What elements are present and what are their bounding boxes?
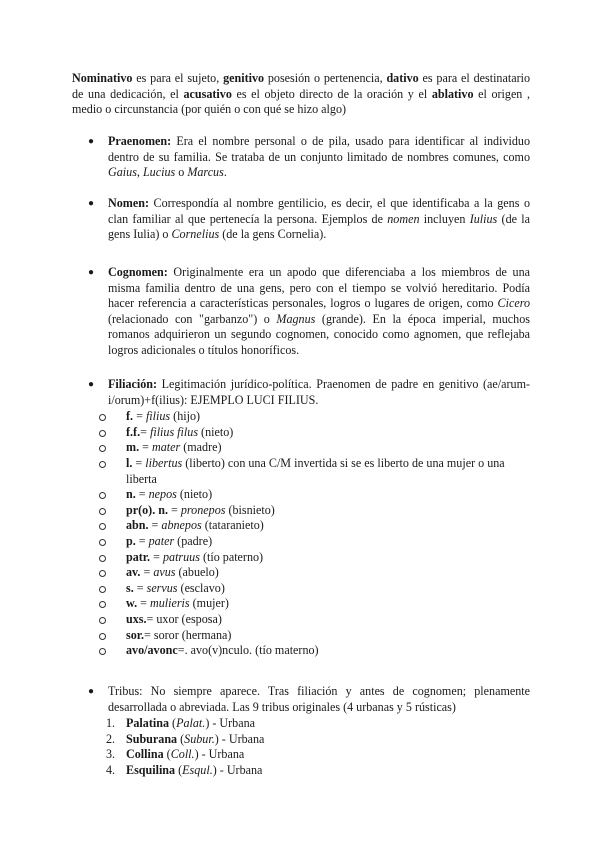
bullet: ●	[88, 686, 95, 697]
nomen-segment: Cornelius	[171, 227, 220, 242]
bullet: ●	[88, 267, 95, 278]
list-number: 3.	[106, 747, 116, 762]
cognomen-segment: (relacionado con "garbanzo") o	[108, 311, 277, 326]
abbreviation-segment: s.	[126, 580, 134, 595]
intro-segment: es para el sujeto,	[132, 71, 224, 85]
abbreviation-segment: avus	[153, 565, 176, 580]
abbreviation-segment: (tío paterno)	[199, 549, 264, 564]
abbreviation-segment: abn.	[126, 518, 149, 533]
abbreviation-segment: (padre)	[174, 533, 213, 548]
intro-segment: es para el destinatario de una dedicación, el	[72, 71, 531, 101]
circle-bullet-icon	[99, 508, 106, 515]
abbreviation-segment: =	[140, 565, 154, 580]
tribus-list	[88, 716, 530, 778]
praenomen-segment: Gaius	[108, 165, 137, 180]
abbreviation-segment: (nieto)	[176, 487, 213, 502]
list-number: 2.	[106, 731, 116, 746]
tribe-segment: (	[177, 731, 185, 746]
list-item	[88, 628, 530, 644]
list-item	[88, 565, 530, 581]
list-item	[88, 763, 530, 779]
intro-segment: dativo	[386, 71, 419, 85]
abbreviation-segment: =	[137, 596, 150, 611]
nomen-segment: nomen	[387, 211, 420, 226]
list-item	[88, 581, 530, 597]
bullet: ●	[88, 136, 95, 147]
abbreviation-segment: w.	[126, 596, 138, 611]
abbreviation-segment: =	[133, 580, 147, 595]
abbreviation-segment: =	[139, 440, 152, 455]
circle-bullet-icon	[99, 586, 106, 593]
abbreviation-segment: mater	[151, 440, 181, 455]
intro-segment: posesión o pertenencia,	[264, 71, 387, 85]
list-number: 4.	[106, 762, 116, 777]
circle-bullet-icon	[99, 555, 106, 562]
abbreviation-segment: n.	[126, 487, 136, 502]
tribe-segment: Esquilina	[126, 762, 176, 777]
intro-segment: Nominativo	[72, 71, 133, 85]
abbreviation-segment: =	[132, 455, 146, 470]
list-item	[88, 518, 530, 534]
tribe-segment: ) - Urbana	[194, 747, 245, 762]
praenomen-segment: Marcus	[187, 165, 224, 180]
tribe-segment: Coll.	[170, 747, 195, 762]
bullet: ●	[88, 198, 95, 209]
abbreviation-segment: patr.	[126, 549, 151, 564]
list-item-cognomen	[88, 265, 530, 359]
tribe-segment: ) - Urbana	[212, 762, 263, 777]
list-number: 1.	[106, 716, 116, 731]
abbreviation-segment: uxs.	[126, 611, 147, 626]
intro-segment: ablativo	[431, 86, 474, 101]
tribe-segment: ) - Urbana	[205, 716, 256, 731]
circle-bullet-icon	[99, 648, 106, 655]
abbreviation-segment: =. avo(v)nculo. (tío materno)	[177, 643, 319, 658]
praenomen-segment: o	[175, 165, 188, 180]
abbreviation-segment: =	[135, 487, 149, 502]
circle-bullet-icon	[99, 445, 106, 452]
tribe-segment: (	[175, 762, 183, 777]
abbreviation-segment: f.f.	[126, 424, 141, 439]
abbreviation-segment: l.	[126, 455, 133, 470]
tribe-segment: Esqul.	[182, 762, 213, 777]
abbreviation-segment: sor.	[126, 627, 145, 642]
list-item-tribus	[88, 684, 530, 779]
abbreviation-segment: filius filus	[149, 424, 199, 439]
tribe-segment: (	[163, 747, 171, 762]
abbreviation-segment: (bisnieto)	[225, 502, 275, 517]
abbreviation-segment: = uxor (esposa)	[146, 611, 222, 626]
abbreviation-segment: (madre)	[180, 440, 222, 455]
list-item	[88, 596, 530, 612]
abbreviation-segment: patruus	[162, 549, 200, 564]
list-item	[88, 456, 530, 487]
cognomen-text	[108, 265, 530, 359]
circle-bullet-icon	[99, 570, 106, 577]
abbreviation-segment: mulieris	[149, 596, 190, 611]
tribe-segment: (	[169, 716, 177, 731]
list-item	[88, 487, 530, 503]
abbreviation-segment: (nieto)	[198, 424, 234, 439]
abbreviation-segment: pr(o). n.	[126, 502, 168, 517]
filiacion-text	[108, 377, 530, 408]
cognomen-segment: Cicero	[497, 296, 530, 311]
cognomen-segment: Originalmente era un apodo que diferenciaba a los miembros de una misma familia dentro de una gens, pero con el tiempo se volvió hereditario. Podía hacer referencia a características personales, logros o lugares de origen, como	[108, 265, 530, 311]
abbreviation-segment: (tataranieto)	[201, 518, 264, 533]
abbreviation-segment: libertus	[145, 455, 183, 470]
abbreviation-segment: =	[168, 502, 181, 517]
tribe-segment: Palat.	[176, 716, 206, 731]
circle-bullet-icon	[99, 523, 106, 530]
list-item	[88, 747, 530, 763]
intro-segment: acusativo	[183, 86, 232, 101]
praenomen-segment: ,	[136, 165, 143, 180]
tribe-segment: Subur.	[184, 731, 215, 746]
intro-segment: es el objeto directo de la oración y el	[231, 86, 432, 101]
abbreviation-segment: abnepos	[161, 518, 202, 533]
filiacion-segment: Legitimación jurídico-política. Praenomen de padre en genitivo (ae/arum-i/orum)+f(ilius): EJEMPLO LUCI FILIUS.	[108, 377, 530, 407]
tribus-segment: Tribus: No siempre aparece. Tras filiación y antes de cognomen; plenamente desarrollada o abreviada. Las 9 tribus originales (4 urbanas y 5 rústicas)	[108, 684, 530, 714]
abbreviation-segment: (esclavo)	[177, 580, 225, 595]
circle-bullet-icon	[99, 633, 106, 640]
circle-bullet-icon	[99, 414, 106, 421]
abbreviation-segment: =	[133, 409, 146, 424]
list-item	[88, 409, 530, 425]
abbreviation-segment: pronepos	[180, 502, 226, 517]
bullet: ●	[88, 379, 95, 390]
abbreviation-segment: (hijo)	[170, 409, 201, 424]
praenomen-segment: Era el nombre personal o de pila, usado para identificar al individuo dentro de su familia. Se trataba de un conjunto limitado de nombres comunes, como	[108, 134, 530, 164]
list-item	[88, 440, 530, 456]
filiacion-abbreviation-list	[88, 409, 530, 659]
circle-bullet-icon	[99, 601, 106, 608]
list-item	[88, 550, 530, 566]
nomen-segment: (de la gens Iulia) o	[108, 211, 530, 242]
circle-bullet-icon	[99, 617, 106, 624]
intro-segment: genitivo	[223, 71, 265, 85]
list-item-filiacion	[88, 377, 530, 659]
abbreviation-segment: =	[140, 424, 150, 439]
list-item	[88, 716, 530, 732]
abbreviation-segment: = soror (hermana)	[144, 627, 232, 642]
tribe-segment: Collina	[126, 747, 164, 762]
circle-bullet-icon	[99, 539, 106, 546]
list-item	[88, 425, 530, 441]
list-item-nomen	[88, 196, 530, 243]
list-item	[88, 732, 530, 748]
list-item	[88, 534, 530, 550]
praenomen-segment: .	[223, 165, 227, 180]
list-item-praenomen	[88, 134, 530, 181]
list-item	[88, 503, 530, 519]
nomen-segment: Nomen:	[108, 196, 149, 210]
nomen-segment: Correspondía al nombre gentilicio, es decir, el que identificaba a la gens o clan familiar al que pertenecía la persona. Ejemplos de	[108, 196, 530, 226]
nomen-segment: (de la gens Cornelia).	[219, 227, 327, 242]
circle-bullet-icon	[99, 492, 106, 499]
nomen-segment: Iulius	[469, 211, 498, 226]
intro-segment: el origen , medio o circunstancia (por quién o con qué se hizo algo)	[72, 86, 530, 117]
abbreviation-segment: =	[135, 533, 149, 548]
cognomen-segment: Magnus	[276, 311, 316, 326]
abbreviation-segment: =	[150, 549, 163, 564]
abbreviation-segment: m.	[126, 440, 140, 455]
tribus-text	[108, 684, 530, 715]
praenomen-text	[108, 134, 530, 181]
abbreviation-segment: pater	[148, 533, 175, 548]
tribe-segment: ) - Urbana	[214, 731, 265, 746]
praenomen-segment: Lucius	[142, 165, 176, 180]
cognomen-segment: (grande). En la época imperial, muchos romanos adquirieron un segundo cognomen, conocido como agnomen, que reflejaba logros adicionales o títulos honoríficos.	[108, 311, 530, 357]
circle-bullet-icon	[99, 461, 106, 468]
tribe-segment: Palatina	[126, 716, 170, 731]
list-item	[88, 643, 530, 659]
abbreviation-segment: nepos	[148, 487, 177, 502]
intro-paragraph	[72, 71, 530, 118]
circle-bullet-icon	[99, 430, 106, 437]
abbreviation-segment: f.	[126, 409, 134, 424]
abbreviation-segment: (abuelo)	[175, 565, 219, 580]
cognomen-segment: Cognomen:	[108, 265, 168, 279]
abbreviation-segment: (liberto) con una C/M invertida si se es liberto de una mujer o una liberta	[126, 455, 505, 486]
nomen-segment: incluyen	[419, 211, 470, 226]
abbreviation-segment: (mujer)	[189, 596, 229, 611]
abbreviation-segment: filius	[145, 409, 171, 424]
tribe-segment: Suburana	[126, 731, 178, 746]
abbreviation-segment: av.	[126, 565, 141, 580]
filiacion-segment: Filiación:	[108, 377, 158, 391]
abbreviation-segment: avo/avonc	[126, 643, 178, 658]
abbreviation-segment: p.	[126, 533, 136, 548]
abbreviation-segment: servus	[146, 580, 178, 595]
praenomen-segment: Praenomen:	[108, 134, 172, 148]
list-item	[88, 612, 530, 628]
abbreviation-segment: =	[148, 518, 162, 533]
nomen-text	[108, 196, 530, 243]
